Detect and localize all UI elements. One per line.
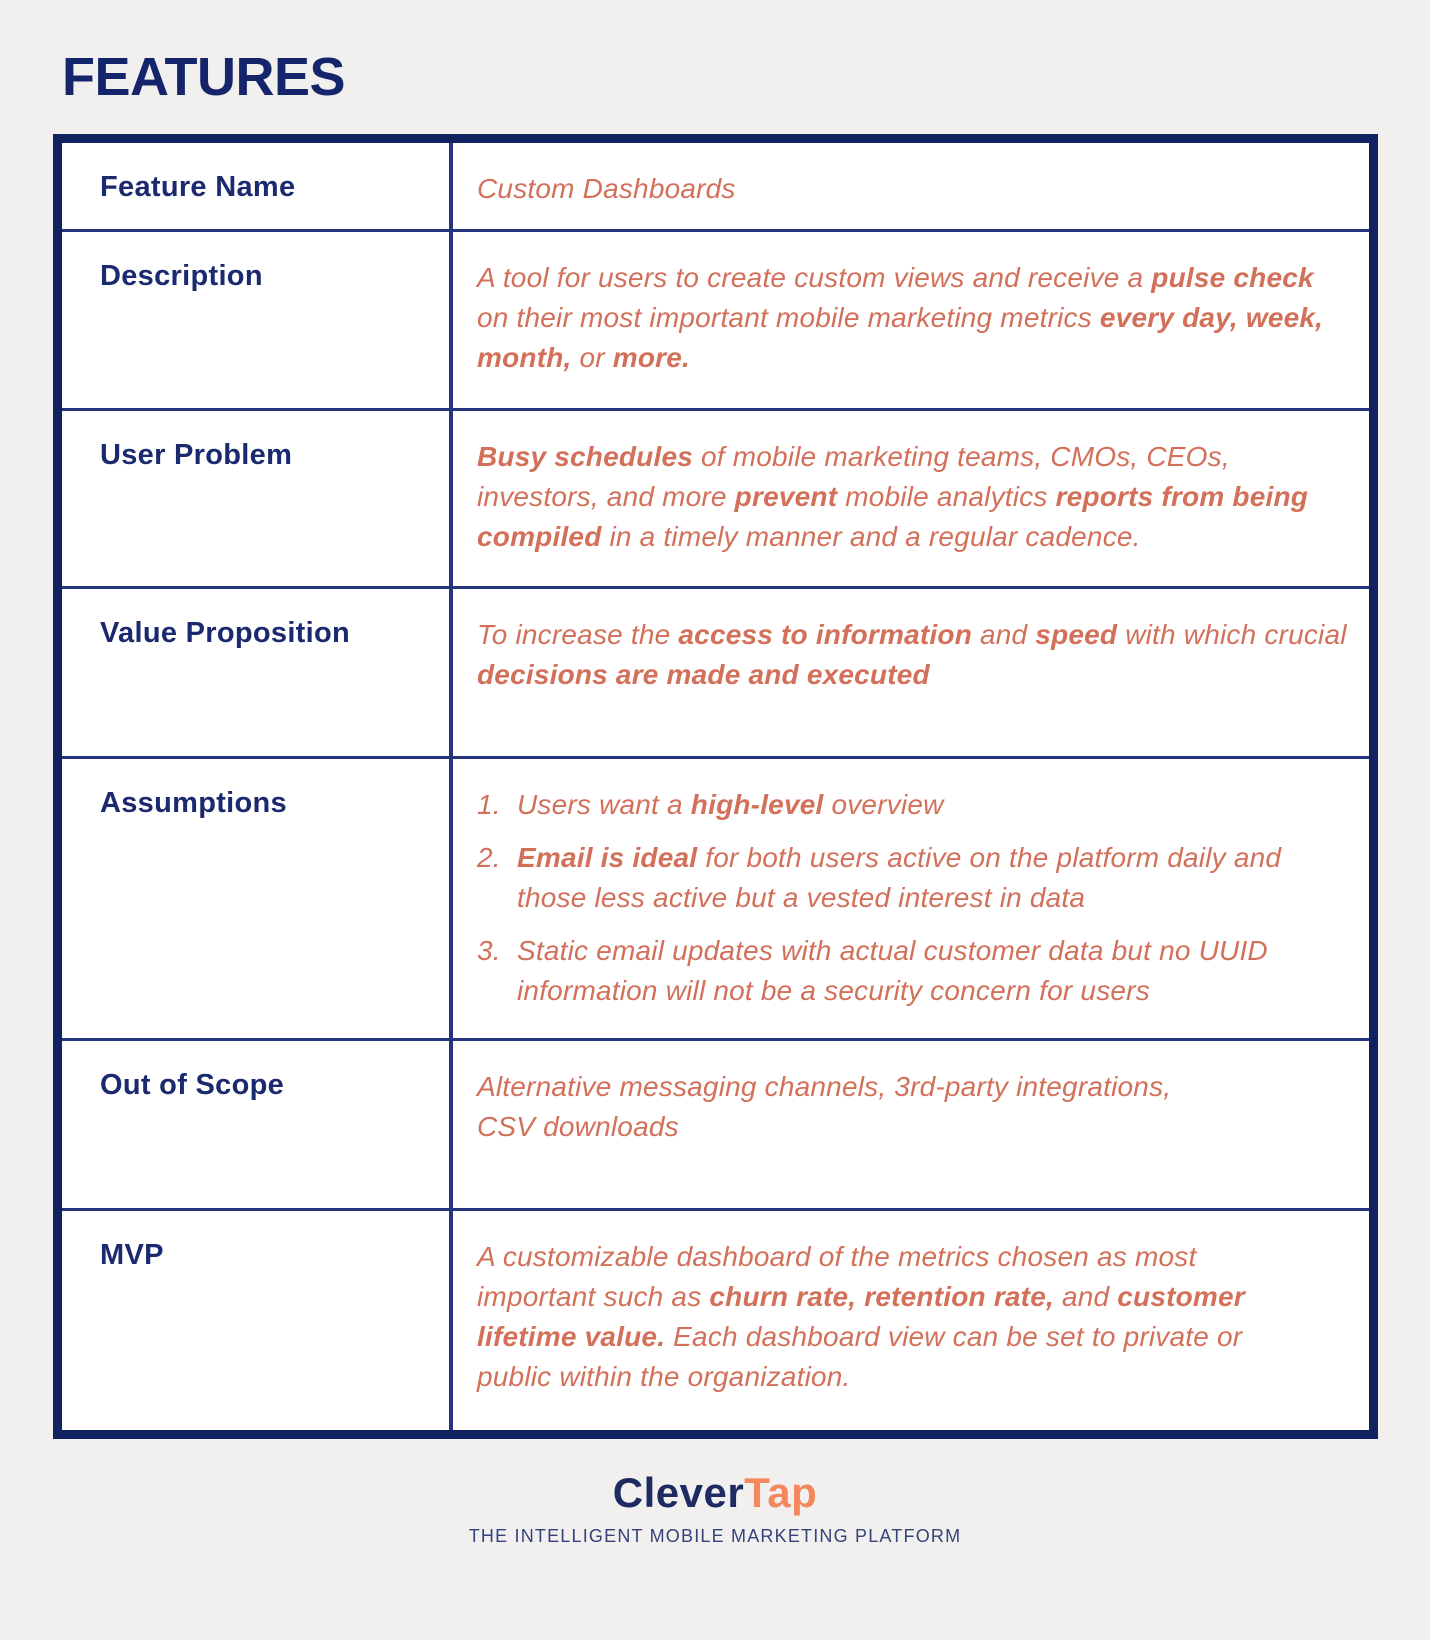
text: Each dashboard view can be set to private or bbox=[665, 1321, 1243, 1352]
row-value-description bbox=[453, 232, 1369, 408]
text: overview bbox=[823, 789, 944, 820]
row-label-mvp: MVP bbox=[62, 1211, 453, 1430]
text: information will not be a security concern for users bbox=[517, 975, 1150, 1006]
row-label-out-of-scope: Out of Scope bbox=[62, 1041, 453, 1208]
text-bold: speed bbox=[1035, 619, 1118, 650]
logo-clever: Clever bbox=[612, 1469, 745, 1516]
text-bold: every day, week, bbox=[1099, 302, 1324, 333]
text: investors, and more bbox=[477, 481, 735, 512]
row-value-feature-name bbox=[453, 143, 1369, 229]
logo-tap: Tap bbox=[744, 1469, 818, 1516]
text: important such as bbox=[477, 1281, 710, 1312]
table-row-feature-name bbox=[62, 143, 1369, 232]
text-bold: reports from being bbox=[1055, 481, 1309, 512]
row-label-assumptions: Assumptions bbox=[62, 759, 453, 1038]
text: public within the organization. bbox=[477, 1361, 851, 1392]
row-value-value-proposition bbox=[453, 589, 1369, 756]
text: with which crucial bbox=[1117, 619, 1347, 650]
row-paragraph bbox=[477, 169, 1355, 209]
table-row-out-of-scope bbox=[62, 1041, 1369, 1211]
text-bold: month, bbox=[477, 342, 572, 373]
text: on their most important mobile marketing metrics bbox=[477, 302, 1100, 333]
list-text bbox=[517, 931, 1355, 1011]
list-number: 2. bbox=[477, 842, 501, 873]
text-bold: Busy schedules bbox=[477, 441, 693, 472]
text-bold: compiled bbox=[477, 521, 602, 552]
text: To increase the bbox=[477, 619, 679, 650]
row-value-user-problem bbox=[453, 411, 1369, 586]
text: and bbox=[972, 619, 1036, 650]
page-title: FEATURES bbox=[62, 47, 346, 107]
row-label-description: Description bbox=[62, 232, 453, 408]
table-row-assumptions bbox=[62, 759, 1369, 1041]
text: and bbox=[1053, 1281, 1118, 1312]
row-value-assumptions bbox=[453, 759, 1369, 1038]
text-bold: prevent bbox=[734, 481, 838, 512]
page bbox=[0, 46, 1430, 1547]
text: Static email updates with actual customer data but no UUID bbox=[517, 935, 1268, 966]
text-bold: high-level bbox=[690, 789, 824, 820]
text: Custom Dashboards bbox=[477, 173, 736, 204]
list-text bbox=[517, 838, 1355, 918]
text: Alternative messaging channels, 3rd-party integrations, bbox=[477, 1071, 1172, 1102]
text: those less active but a vested interest in data bbox=[517, 882, 1086, 913]
text: Users want a bbox=[517, 789, 691, 820]
list-number: 3. bbox=[477, 935, 501, 966]
row-value-out-of-scope bbox=[453, 1041, 1369, 1208]
row-value-mvp bbox=[453, 1211, 1369, 1430]
list-item bbox=[477, 838, 1355, 918]
row-paragraph bbox=[477, 437, 1355, 557]
text: A customizable dashboard of the metrics chosen as most bbox=[477, 1241, 1197, 1272]
features-table bbox=[53, 134, 1378, 1439]
list-number: 1. bbox=[477, 789, 501, 820]
row-label-feature-name: Feature Name bbox=[62, 143, 453, 229]
text-bold: Email is ideal bbox=[517, 842, 698, 873]
text: in a timely manner and a regular cadence. bbox=[601, 521, 1141, 552]
footer bbox=[0, 1469, 1430, 1547]
list-item bbox=[477, 931, 1355, 1011]
text: or bbox=[571, 342, 613, 373]
text-bold: lifetime value. bbox=[477, 1321, 666, 1352]
text-bold: decisions are made and executed bbox=[477, 659, 930, 690]
table-row-description bbox=[62, 232, 1369, 411]
row-paragraph bbox=[477, 258, 1355, 378]
clevertap-logo bbox=[0, 1469, 1430, 1517]
row-label-user-problem: User Problem bbox=[62, 411, 453, 586]
table-row-value-proposition bbox=[62, 589, 1369, 759]
row-paragraph bbox=[477, 1237, 1355, 1397]
text-bold: more. bbox=[612, 342, 691, 373]
list-item bbox=[477, 785, 1355, 825]
text: mobile analytics bbox=[837, 481, 1056, 512]
table-row-user-problem bbox=[62, 411, 1369, 589]
text-bold: churn rate, retention rate, bbox=[709, 1281, 1054, 1312]
row-paragraph bbox=[477, 1067, 1355, 1147]
list-text bbox=[517, 785, 1355, 825]
text: for both users active on the platform daily and bbox=[697, 842, 1282, 873]
row-paragraph bbox=[477, 615, 1355, 695]
text-bold: pulse check bbox=[1151, 262, 1314, 293]
text: of mobile marketing teams, CMOs, CEOs, bbox=[693, 441, 1230, 472]
text: A tool for users to create custom views and receive a bbox=[477, 262, 1152, 293]
logo-tagline: THE INTELLIGENT MOBILE MARKETING PLATFORM bbox=[468, 1526, 962, 1546]
text: CSV downloads bbox=[477, 1111, 679, 1142]
table-row-mvp bbox=[62, 1211, 1369, 1430]
text-bold: customer bbox=[1117, 1281, 1245, 1312]
text-bold: access to information bbox=[678, 619, 973, 650]
row-label-value-proposition: Value Proposition bbox=[62, 589, 453, 756]
